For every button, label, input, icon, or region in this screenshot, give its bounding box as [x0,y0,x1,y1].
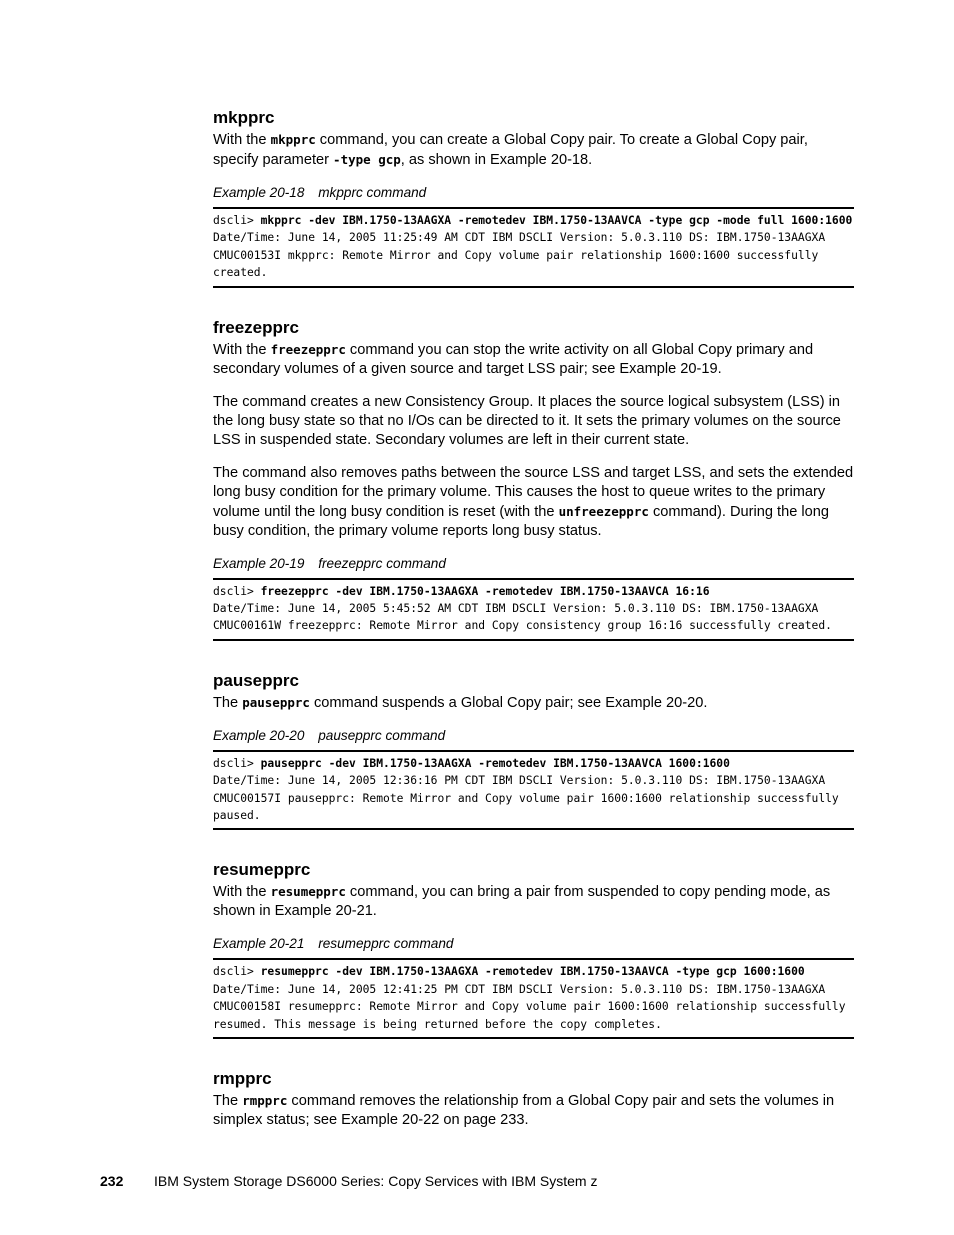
section-title-pausepprc: pausepprc [213,670,299,690]
text: With the [213,132,271,148]
prompt: dscli> [213,756,261,770]
inline-code: mkpprc [270,132,316,147]
example-caption [213,935,854,952]
code-example [213,207,854,288]
footer-title: IBM System Storage DS6000 Series: Copy Services with IBM System z [154,1173,598,1189]
inline-code: resumepprc [270,884,346,900]
example-number: Example 20-21 [213,936,305,952]
code-example [213,958,854,1039]
code-output-line: CMUC00158I resumepprc: Remote Mirror and Copy volume pair 1600:1600 relationship successfully resumed. This message is being returned before the copy completes. [213,1000,853,1031]
code-example [213,750,854,831]
prompt: dscli> [213,965,261,979]
command: pausepprc -dev IBM.1750-13AAGXA -remotedev IBM.1750-13AAVCA 1600:1600 [260,756,730,770]
code-command-line [213,583,854,600]
text: The [213,694,243,711]
text: command removes the relationship from a Global Copy pair and sets the volumes in simplex status; see Example 20-22 on page 233. [213,1093,835,1129]
code-output-line: Date/Time: June 14, 2005 12:36:16 PM CDT IBM DSCLI Version: 5.0.3.110 DS: IBM.1750-13AAGXA [213,774,826,788]
code-output-line: CMUC00153I mkpprc: Remote Mirror and Copy volume pair relationship 1600:1600 successfully created. [213,248,826,280]
paragraph [213,340,854,379]
inline-code: -type gcp [333,152,401,167]
example-caption [213,555,854,572]
text: The command also removes paths between the source LSS and target LSS, and sets the extended long busy condition for the primary volume. This causes the host to queue writes to the primary volume until the long busy condition is reset (with the [213,464,854,520]
code-example [213,578,854,641]
paragraph: The command creates a new Consistency Group. It places the source logical subsystem (LSS) in the long busy state so that no I/Os can be directed to it. It sets the primary volumes on the source LSS in suspended state. Secondary volumes are left in their current state. [213,393,841,448]
code-output-line: Date/Time: June 14, 2005 5:45:52 AM CDT IBM DSCLI Version: 5.0.3.110 DS: IBM.1750-13AAGXA [213,602,819,616]
page-footer [100,1173,598,1189]
code-command-line [213,212,854,229]
inline-code: rmpprc [242,1093,288,1109]
example-caption [213,727,854,744]
text: command). During the long busy condition, the primary volume reports long busy status. [213,503,829,539]
section-title-resumepprc: resumepprc [213,860,311,880]
code-output-line: Date/Time: June 14, 2005 11:25:49 AM CDT IBM DSCLI Version: 5.0.3.110 DS: IBM.1750-13AAGXA [213,231,826,245]
text: command you can stop the write activity on all Global Copy primary and secondary volumes of a given source and target LSS pair; see Example 20-19. [213,341,814,377]
paragraph [213,1091,854,1130]
section-title-mkpprc: mkpprc [213,108,275,127]
prompt: dscli> [213,214,261,227]
text: command, you can bring a pair from suspended to copy pending mode, as shown in Example 20-21. [213,884,831,920]
example-title: freezepprc command [318,555,446,571]
inline-code: unfreezepprc [558,503,649,519]
text: The [213,1093,243,1110]
command: mkpprc -dev IBM.1750-13AAGXA -remotedev IBM.1750-13AAVCA -type gcp -mode full 1600:1600 [260,214,853,227]
section-title-freezepprc: freezepprc [213,317,299,337]
code-command-line [213,963,854,980]
example-number: Example 20-20 [213,727,305,743]
example-title: resumepprc command [318,936,454,952]
example-title: pausepprc command [318,727,446,743]
paragraph [213,693,854,713]
inline-code: freezepprc [270,341,346,357]
text: command, you can create a Global Copy pair. To create a Global Copy pair, specify parameter [213,132,808,168]
command: freezepprc -dev IBM.1750-13AAGXA -remotedev IBM.1750-13AAVCA 16:16 [260,584,710,598]
section-title-rmpprc: rmpprc [213,1069,272,1089]
prompt: dscli> [213,584,261,598]
example-number: Example 20-19 [213,555,305,571]
code-output-line: CMUC00161W freezepprc: Remote Mirror and Copy consistency group 16:16 successfully created. [213,619,832,633]
example-caption [213,184,854,201]
page-content [213,108,854,1130]
code-output-line: Date/Time: June 14, 2005 12:41:25 PM CDT IBM DSCLI Version: 5.0.3.110 DS: IBM.1750-13AAGXA [213,982,826,996]
example-title: mkpprc command [318,185,427,200]
text: With the [213,884,271,901]
example-number: Example 20-18 [213,185,305,200]
command: resumepprc -dev IBM.1750-13AAGXA -remotedev IBM.1750-13AAVCA -type gcp 1600:1600 [260,965,805,979]
code-output-line: CMUC00157I pausepprc: Remote Mirror and Copy volume pair 1600:1600 relationship successfully paused. [213,791,846,823]
text: , as shown in Example 20-18. [400,152,593,168]
inline-code: pausepprc [242,694,310,710]
paragraph [213,882,854,921]
paragraph [213,130,854,170]
page-number: 232 [100,1173,124,1189]
code-command-line [213,755,854,772]
text: command suspends a Global Copy pair; see Example 20-20. [309,694,708,711]
paragraph [213,464,854,541]
text: With the [213,341,271,358]
